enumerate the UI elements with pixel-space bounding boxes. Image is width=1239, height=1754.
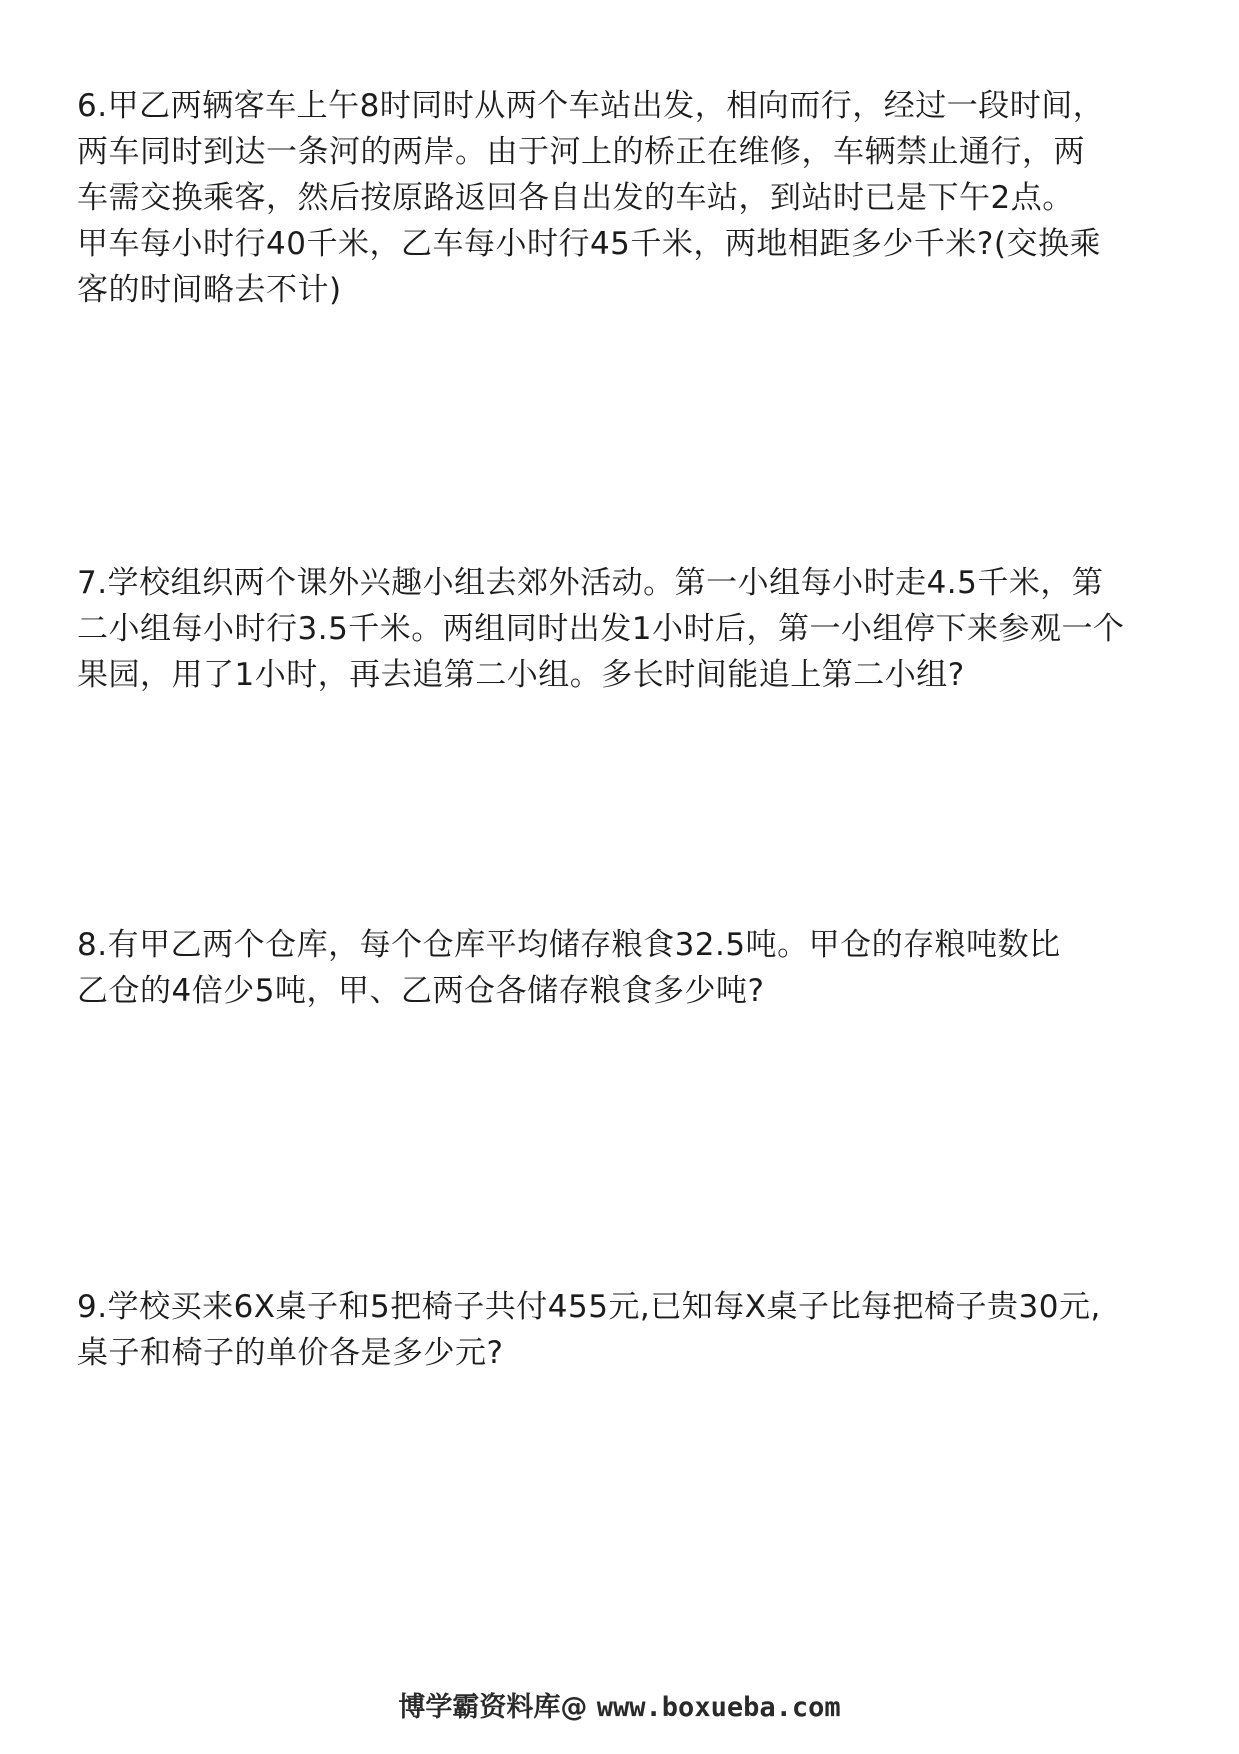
question-7-line-3: 果园，用了1小时，再去追第二小组。多长时间能追上第二小组? [77, 657, 965, 693]
question-8-line-1: 8.有甲乙两个仓库，每个仓库平均储存粮食32.5吨。甲仓的存粮吨数比 [77, 927, 1061, 963]
footer-separator: @ [560, 1692, 588, 1723]
footer-url: www.boxueba.com [596, 1692, 841, 1723]
footer-brand: 博学霸资料库 [398, 1692, 561, 1723]
question-9-line-2: 桌子和椅子的单价各是多少元? [77, 1335, 504, 1371]
question-8-line-2: 乙仓的4倍少5吨，甲、乙两仓各储存粮食多少吨? [77, 973, 765, 1009]
question-6 [77, 83, 1104, 313]
question-6-line-5: 客的时间略去不计) [77, 272, 342, 308]
question-7-line-1: 7.学校组织两个课外兴趣小组去郊外活动。第一小组每小时走4.5千米，第 [77, 565, 1104, 601]
question-6-line-3: 车需交换乘客，然后按原路返回各自出发的车站，到站时已是下午2点。 [77, 180, 1074, 216]
question-9 [77, 1284, 1101, 1376]
footer-watermark [0, 1688, 1239, 1728]
question-6-line-1: 6.甲乙两辆客车上午8时同时从两个车站出发，相向而行，经过一段时间， [77, 88, 1105, 124]
question-9-line-1: 9.学校买来6X桌子和5把椅子共付455元,已知每X桌子比每把椅子贵30元, [77, 1289, 1101, 1325]
question-6-line-2: 两车同时到达一条河的两岸。由于河上的桥正在维修，车辆禁止通行，两 [77, 134, 1085, 170]
question-7 [77, 560, 1125, 698]
question-7-line-2: 二小组每小时行3.5千米。两组同时出发1小时后，第一小组停下来参观一个 [77, 611, 1125, 647]
question-6-line-4: 甲车每小时行40千米，乙车每小时行45千米，两地相距多少千米?(交换乘 [77, 226, 1101, 262]
question-8 [77, 922, 1061, 1014]
